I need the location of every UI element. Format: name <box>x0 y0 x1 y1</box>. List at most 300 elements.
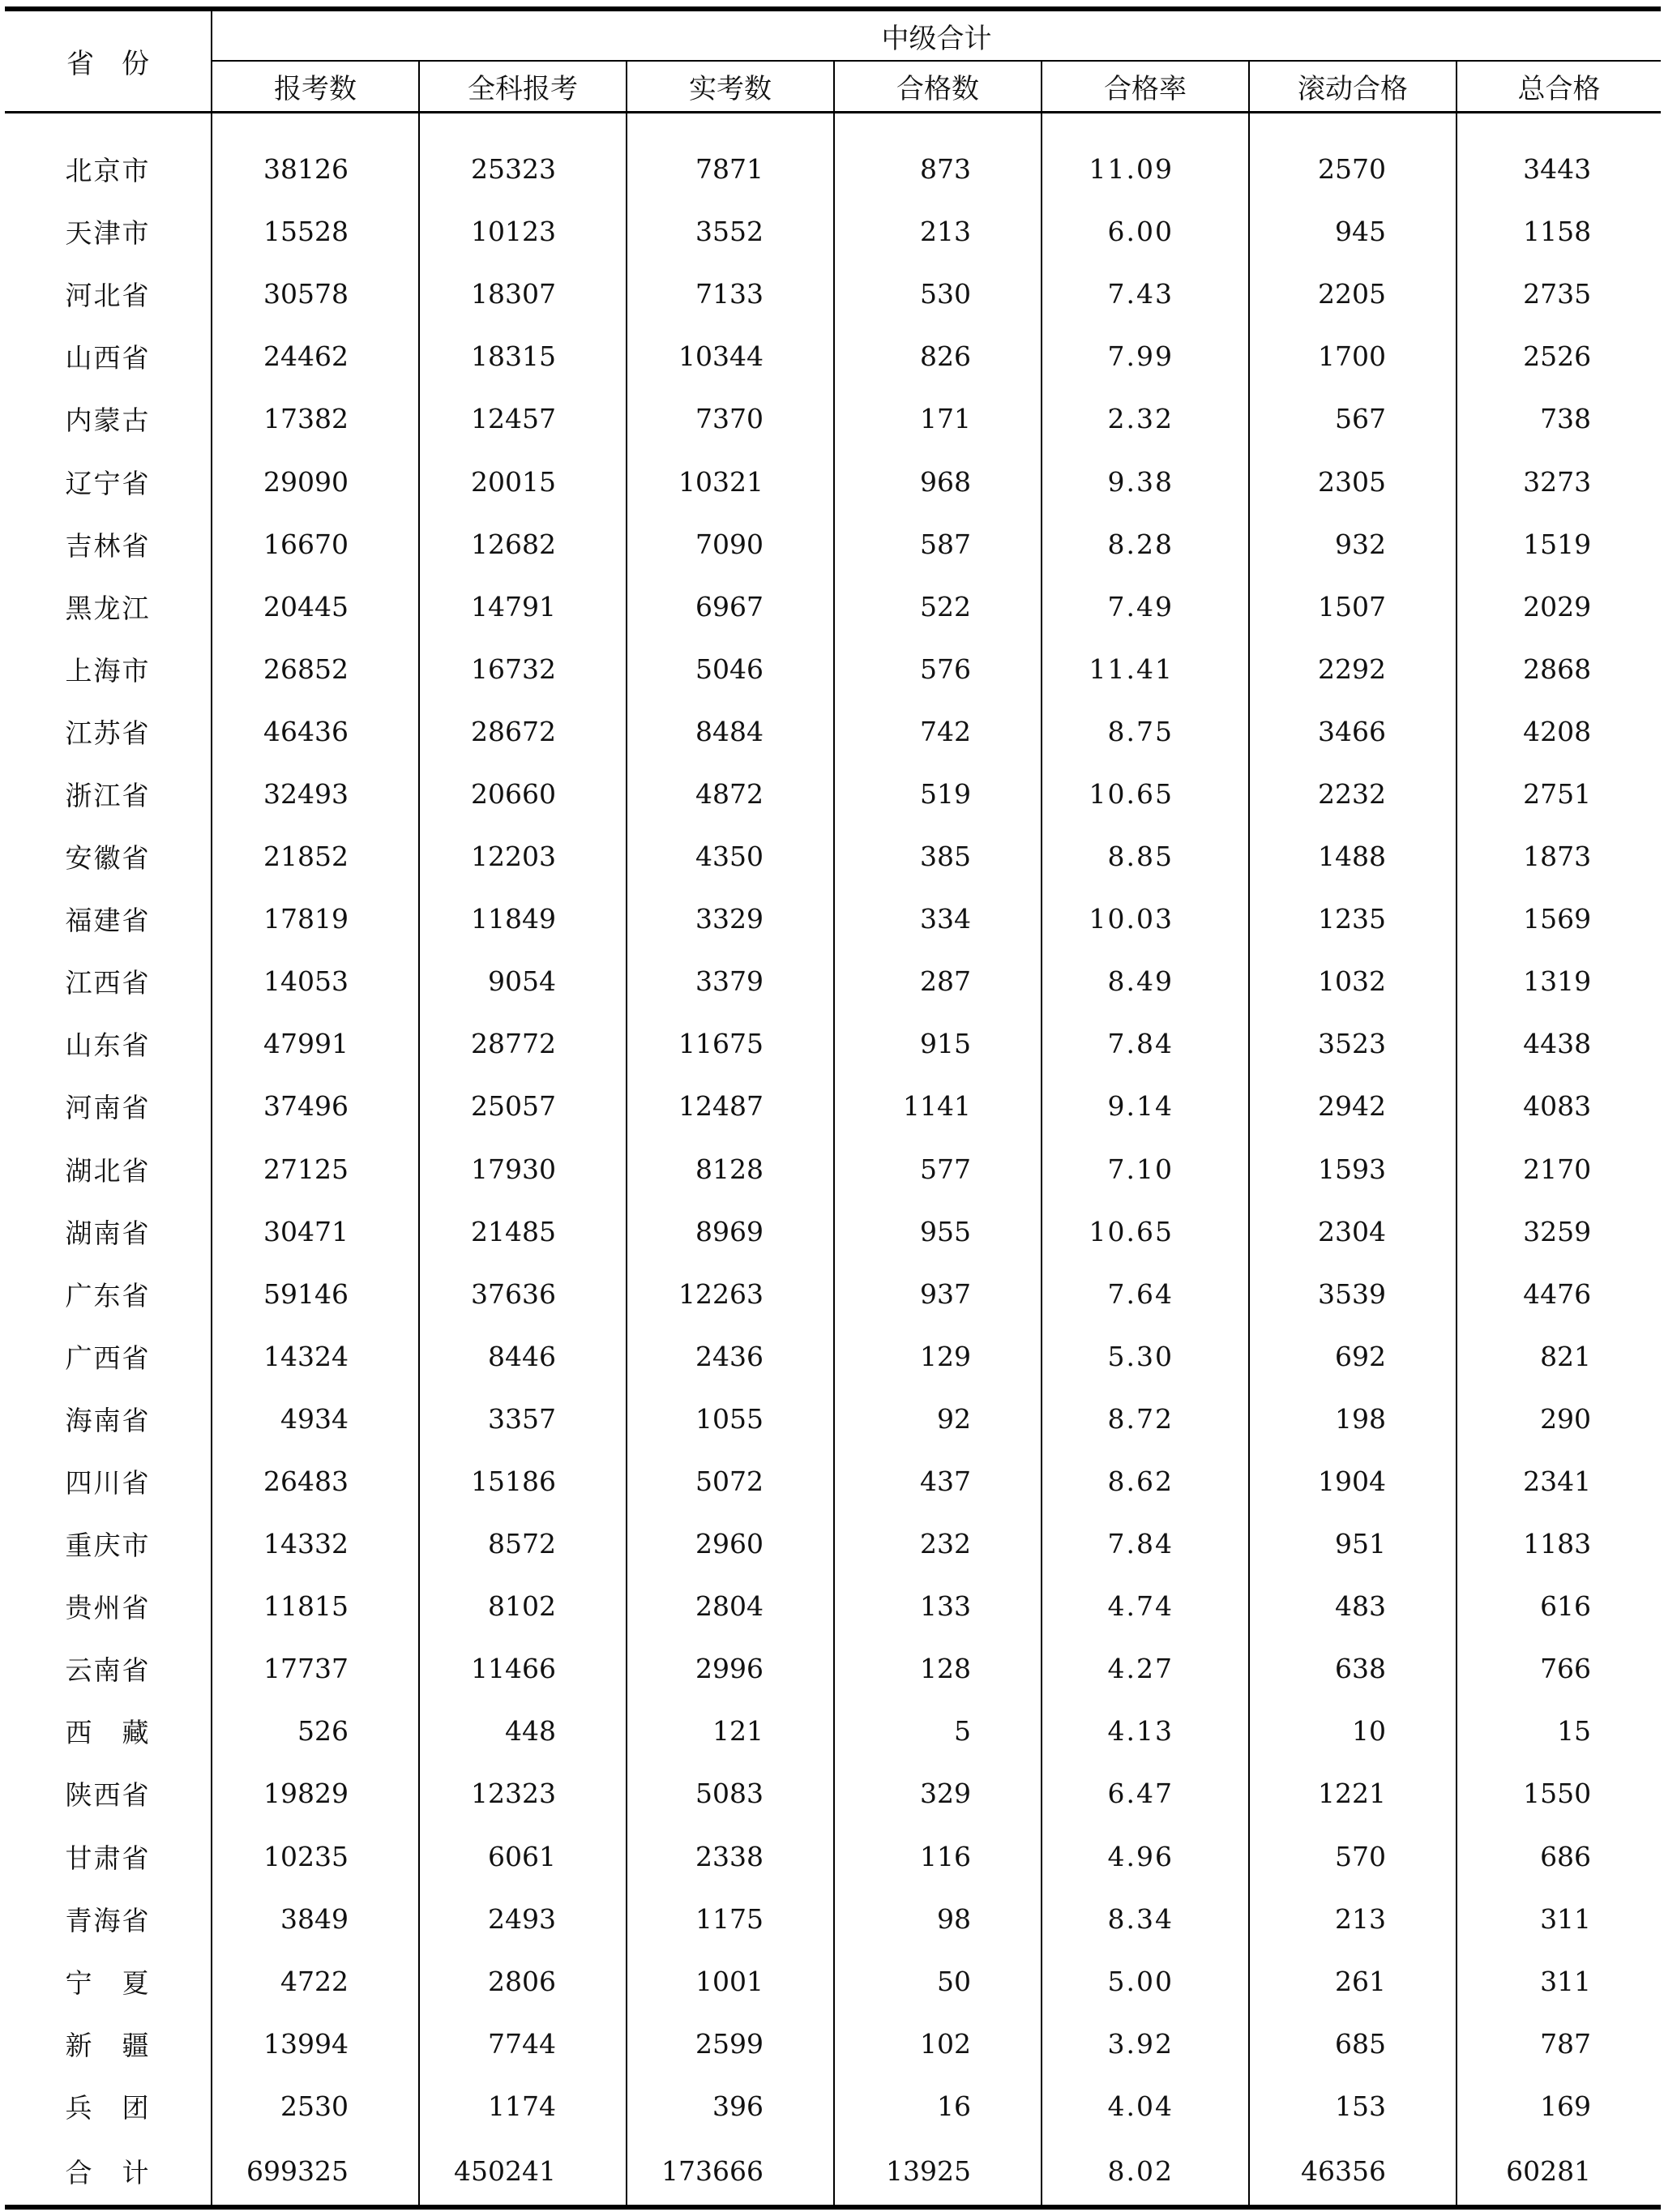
number-cell: 11466 <box>419 1637 627 1700</box>
table-row <box>5 1012 1661 1075</box>
number-cell: 1319 <box>1457 950 1661 1012</box>
number-cell: 686 <box>1457 1825 1661 1888</box>
number-cell: 4438 <box>1457 1012 1661 1075</box>
spacer-row <box>5 112 1661 138</box>
rate-cell: 9.38 <box>1042 450 1249 512</box>
number-cell: 742 <box>834 700 1042 763</box>
number-cell: 4934 <box>212 1388 419 1450</box>
number-cell: 32493 <box>212 763 419 825</box>
number-cell: 8484 <box>627 700 834 763</box>
table-row <box>5 387 1661 450</box>
province-cell: 湖南省 <box>65 1217 151 1249</box>
table-row <box>5 1325 1661 1388</box>
province-cell: 天津市 <box>65 217 151 250</box>
number-cell: 18315 <box>419 325 627 387</box>
number-cell: 4083 <box>1457 1075 1661 1137</box>
table-row <box>5 1138 1661 1200</box>
table-row <box>5 1075 1661 1137</box>
table-row <box>5 1450 1661 1512</box>
number-cell: 12682 <box>419 513 627 575</box>
number-cell: 945 <box>1249 200 1457 263</box>
number-cell: 116 <box>834 1825 1042 1888</box>
province-cell: 河北省 <box>65 280 151 312</box>
number-cell: 7370 <box>627 387 834 450</box>
rate-cell: 4.74 <box>1042 1575 1249 1637</box>
number-cell: 37636 <box>419 1263 627 1325</box>
number-cell: 2804 <box>627 1575 834 1637</box>
number-cell: 576 <box>834 638 1042 700</box>
number-cell: 129 <box>834 1325 1042 1388</box>
number-cell: 2599 <box>627 2013 834 2075</box>
number-cell: 587 <box>834 513 1042 575</box>
rate-cell: 11.41 <box>1042 638 1249 700</box>
rate-cell: 7.49 <box>1042 575 1249 638</box>
number-cell: 11675 <box>627 1012 834 1075</box>
number-cell: 19829 <box>212 1762 419 1825</box>
number-cell: 12263 <box>627 1263 834 1325</box>
number-cell: 3849 <box>212 1888 419 1950</box>
table-row <box>5 2075 1661 2137</box>
column-header: 实考数 <box>627 61 834 112</box>
number-cell: 1174 <box>419 2075 627 2137</box>
number-cell: 92 <box>834 1388 1042 1450</box>
number-cell: 334 <box>834 888 1042 950</box>
number-cell: 213 <box>1249 1888 1457 1950</box>
rate-cell: 11.09 <box>1042 138 1249 200</box>
table-row <box>5 638 1661 700</box>
number-cell: 10235 <box>212 1825 419 1888</box>
number-cell: 2341 <box>1457 1450 1661 1512</box>
number-cell: 968 <box>834 450 1042 512</box>
number-cell: 10344 <box>627 325 834 387</box>
number-cell: 821 <box>1457 1325 1661 1388</box>
number-cell: 4872 <box>627 763 834 825</box>
number-cell: 28672 <box>419 700 627 763</box>
number-cell: 4722 <box>212 1950 419 2013</box>
number-cell: 311 <box>1457 1950 1661 2013</box>
number-cell: 18307 <box>419 263 627 325</box>
number-cell: 6061 <box>419 1825 627 1888</box>
number-cell: 14332 <box>212 1512 419 1575</box>
number-cell: 3329 <box>627 888 834 950</box>
number-cell: 173666 <box>627 2137 834 2207</box>
table-row <box>5 825 1661 888</box>
table-row <box>5 1200 1661 1263</box>
number-cell: 385 <box>834 825 1042 888</box>
number-cell: 5072 <box>627 1450 834 1512</box>
number-cell: 915 <box>834 1012 1042 1075</box>
number-cell: 46436 <box>212 700 419 763</box>
number-cell: 261 <box>1249 1950 1457 2013</box>
number-cell: 4476 <box>1457 1263 1661 1325</box>
number-cell: 787 <box>1457 2013 1661 2075</box>
number-cell: 5 <box>834 1700 1042 1762</box>
number-cell: 15528 <box>212 200 419 263</box>
rate-cell: 2.32 <box>1042 387 1249 450</box>
province-cell: 宁 夏 <box>65 1966 151 1999</box>
number-cell: 692 <box>1249 1325 1457 1388</box>
number-cell: 873 <box>834 138 1042 200</box>
table-row <box>5 450 1661 512</box>
rate-cell: 8.49 <box>1042 950 1249 1012</box>
number-cell: 2960 <box>627 1512 834 1575</box>
number-cell: 1032 <box>1249 950 1457 1012</box>
province-cell: 重庆市 <box>65 1530 151 1562</box>
rate-cell: 4.96 <box>1042 1825 1249 1888</box>
table-row <box>5 1700 1661 1762</box>
number-cell: 8572 <box>419 1512 627 1575</box>
rate-cell: 8.34 <box>1042 1888 1249 1950</box>
number-cell: 24462 <box>212 325 419 387</box>
number-cell: 12323 <box>419 1762 627 1825</box>
table-row <box>5 1388 1661 1450</box>
column-header: 报考数 <box>212 61 419 112</box>
number-cell: 8446 <box>419 1325 627 1388</box>
number-cell: 1183 <box>1457 1512 1661 1575</box>
number-cell: 932 <box>1249 513 1457 575</box>
number-cell: 311 <box>1457 1888 1661 1950</box>
number-cell: 12457 <box>419 387 627 450</box>
province-cell: 福建省 <box>65 905 151 937</box>
number-cell: 26852 <box>212 638 419 700</box>
number-cell: 3273 <box>1457 450 1661 512</box>
number-cell: 169 <box>1457 2075 1661 2137</box>
table-row <box>5 763 1661 825</box>
number-cell: 8969 <box>627 1200 834 1263</box>
number-cell: 3443 <box>1457 138 1661 200</box>
number-cell: 133 <box>834 1575 1042 1637</box>
province-cell: 吉林省 <box>65 529 151 562</box>
group-header: 中级合计 <box>212 9 1661 61</box>
number-cell: 2751 <box>1457 763 1661 825</box>
number-cell: 13925 <box>834 2137 1042 2207</box>
number-cell: 1507 <box>1249 575 1457 638</box>
number-cell: 1550 <box>1457 1762 1661 1825</box>
number-cell: 4208 <box>1457 700 1661 763</box>
number-cell: 213 <box>834 200 1042 263</box>
rate-cell: 3.92 <box>1042 2013 1249 2075</box>
table-row <box>5 1950 1661 2013</box>
number-cell: 2570 <box>1249 138 1457 200</box>
rate-cell: 7.99 <box>1042 325 1249 387</box>
number-cell: 17930 <box>419 1138 627 1200</box>
number-cell: 522 <box>834 575 1042 638</box>
number-cell: 329 <box>834 1762 1042 1825</box>
rate-cell: 10.03 <box>1042 888 1249 950</box>
rate-cell: 9.14 <box>1042 1075 1249 1137</box>
number-cell: 1488 <box>1249 825 1457 888</box>
province-cell: 西 藏 <box>65 1717 151 1749</box>
table-header <box>5 9 1661 112</box>
number-cell: 12203 <box>419 825 627 888</box>
exam-statistics-table <box>5 6 1661 2210</box>
number-cell: 2232 <box>1249 763 1457 825</box>
province-cell: 河南省 <box>65 1092 151 1124</box>
number-cell: 28772 <box>419 1012 627 1075</box>
rate-cell: 5.30 <box>1042 1325 1249 1388</box>
number-cell: 102 <box>834 2013 1042 2075</box>
province-cell: 江苏省 <box>65 717 151 749</box>
number-cell: 7744 <box>419 2013 627 2075</box>
number-cell: 2493 <box>419 1888 627 1950</box>
number-cell: 685 <box>1249 2013 1457 2075</box>
number-cell: 17737 <box>212 1637 419 1700</box>
number-cell: 2868 <box>1457 638 1661 700</box>
province-cell: 湖北省 <box>65 1154 151 1187</box>
province-cell: 上海市 <box>65 654 151 687</box>
rate-cell: 10.65 <box>1042 763 1249 825</box>
number-cell: 198 <box>1249 1388 1457 1450</box>
rate-cell: 10.65 <box>1042 1200 1249 1263</box>
rate-cell: 6.47 <box>1042 1762 1249 1825</box>
province-cell: 四川省 <box>65 1467 151 1500</box>
table-row <box>5 1825 1661 1888</box>
province-cell: 陕西省 <box>65 1779 151 1812</box>
province-cell: 兵 团 <box>65 2091 151 2124</box>
number-cell: 50 <box>834 1950 1042 2013</box>
table-row <box>5 700 1661 763</box>
province-cell: 广西省 <box>65 1341 151 1374</box>
number-cell: 955 <box>834 1200 1042 1263</box>
province-cell: 山西省 <box>65 342 151 374</box>
number-cell: 8128 <box>627 1138 834 1200</box>
rate-cell: 8.85 <box>1042 825 1249 888</box>
number-cell: 937 <box>834 1263 1042 1325</box>
number-cell: 29090 <box>212 450 419 512</box>
province-cell: 北京市 <box>65 155 151 187</box>
rate-cell: 7.84 <box>1042 1012 1249 1075</box>
number-cell: 287 <box>834 950 1042 1012</box>
rate-cell: 7.43 <box>1042 263 1249 325</box>
number-cell: 638 <box>1249 1637 1457 1700</box>
province-cell: 云南省 <box>65 1654 151 1687</box>
number-cell: 2996 <box>627 1637 834 1700</box>
number-cell: 26483 <box>212 1450 419 1512</box>
number-cell: 3523 <box>1249 1012 1457 1075</box>
number-cell: 699325 <box>212 2137 419 2207</box>
number-cell: 1569 <box>1457 888 1661 950</box>
number-cell: 8102 <box>419 1575 627 1637</box>
number-cell: 37496 <box>212 1075 419 1137</box>
number-cell: 15186 <box>419 1450 627 1512</box>
number-cell: 59146 <box>212 1263 419 1325</box>
number-cell: 6967 <box>627 575 834 638</box>
number-cell: 2806 <box>419 1950 627 2013</box>
number-cell: 10321 <box>627 450 834 512</box>
number-cell: 128 <box>834 1637 1042 1700</box>
number-cell: 2338 <box>627 1825 834 1888</box>
column-header: 滚动合格 <box>1249 61 1457 112</box>
number-cell: 60281 <box>1457 2137 1661 2207</box>
number-cell: 2292 <box>1249 638 1457 700</box>
number-cell: 616 <box>1457 1575 1661 1637</box>
table-row <box>5 1575 1661 1637</box>
number-cell: 47991 <box>212 1012 419 1075</box>
number-cell: 2526 <box>1457 325 1661 387</box>
column-header: 合格率 <box>1042 61 1249 112</box>
table-row <box>5 1263 1661 1325</box>
number-cell: 1175 <box>627 1888 834 1950</box>
number-cell: 25323 <box>419 138 627 200</box>
number-cell: 5046 <box>627 638 834 700</box>
province-cell: 青海省 <box>65 1904 151 1936</box>
table-row <box>5 263 1661 325</box>
number-cell: 2530 <box>212 2075 419 2137</box>
number-cell: 1873 <box>1457 825 1661 888</box>
number-cell: 1904 <box>1249 1450 1457 1512</box>
rate-cell: 8.62 <box>1042 1450 1249 1512</box>
number-cell: 232 <box>834 1512 1042 1575</box>
number-cell: 2029 <box>1457 575 1661 638</box>
column-header: 总合格 <box>1457 61 1661 112</box>
number-cell: 3539 <box>1249 1263 1457 1325</box>
number-cell: 16 <box>834 2075 1042 2137</box>
number-cell: 2305 <box>1249 450 1457 512</box>
number-cell: 2170 <box>1457 1138 1661 1200</box>
table-row <box>5 888 1661 950</box>
province-cell: 新 疆 <box>65 2029 151 2061</box>
province-cell: 安徽省 <box>65 842 151 875</box>
column-header: 全科报考 <box>419 61 627 112</box>
number-cell: 826 <box>834 325 1042 387</box>
province-cell: 浙江省 <box>65 779 151 811</box>
number-cell: 2436 <box>627 1325 834 1388</box>
table-row <box>5 1637 1661 1700</box>
number-cell: 450241 <box>419 2137 627 2207</box>
rate-cell: 8.75 <box>1042 700 1249 763</box>
number-cell: 2735 <box>1457 263 1661 325</box>
number-cell: 1221 <box>1249 1762 1457 1825</box>
table-row <box>5 1762 1661 1825</box>
number-cell: 1141 <box>834 1075 1042 1137</box>
province-cell: 贵州省 <box>65 1592 151 1624</box>
table-row <box>5 200 1661 263</box>
number-cell: 21485 <box>419 1200 627 1263</box>
column-header: 合格数 <box>834 61 1042 112</box>
number-cell: 10 <box>1249 1700 1457 1762</box>
total-row <box>5 2137 1661 2207</box>
number-cell: 1001 <box>627 1950 834 2013</box>
number-cell: 396 <box>627 2075 834 2137</box>
number-cell: 3379 <box>627 950 834 1012</box>
province-cell: 黑龙江 <box>65 592 151 624</box>
table-row <box>5 950 1661 1012</box>
number-cell: 951 <box>1249 1512 1457 1575</box>
number-cell: 30578 <box>212 263 419 325</box>
number-cell: 17819 <box>212 888 419 950</box>
number-cell: 9054 <box>419 950 627 1012</box>
province-cell: 江西省 <box>65 967 151 999</box>
table-row <box>5 325 1661 387</box>
number-cell: 1519 <box>1457 513 1661 575</box>
total-label: 合 计 <box>65 2157 151 2188</box>
number-cell: 11849 <box>419 888 627 950</box>
rate-cell: 4.04 <box>1042 2075 1249 2137</box>
number-cell: 20445 <box>212 575 419 638</box>
number-cell: 14324 <box>212 1325 419 1388</box>
number-cell: 2304 <box>1249 1200 1457 1263</box>
number-cell: 7090 <box>627 513 834 575</box>
number-cell: 1700 <box>1249 325 1457 387</box>
number-cell: 5083 <box>627 1762 834 1825</box>
number-cell: 30471 <box>212 1200 419 1263</box>
number-cell: 1055 <box>627 1388 834 1450</box>
province-cell: 广东省 <box>65 1279 151 1311</box>
number-cell: 46356 <box>1249 2137 1457 2207</box>
number-cell: 14791 <box>419 575 627 638</box>
number-cell: 7871 <box>627 138 834 200</box>
number-cell: 2205 <box>1249 263 1457 325</box>
rate-cell: 7.84 <box>1042 1512 1249 1575</box>
number-cell: 27125 <box>212 1138 419 1200</box>
number-cell: 530 <box>834 263 1042 325</box>
number-cell: 570 <box>1249 1825 1457 1888</box>
rate-cell: 7.64 <box>1042 1263 1249 1325</box>
number-cell: 38126 <box>212 138 419 200</box>
number-cell: 567 <box>1249 387 1457 450</box>
number-cell: 1593 <box>1249 1138 1457 1200</box>
number-cell: 738 <box>1457 387 1661 450</box>
number-cell: 290 <box>1457 1388 1661 1450</box>
table-row <box>5 575 1661 638</box>
province-cell: 甘肃省 <box>65 1842 151 1874</box>
rate-cell: 5.00 <box>1042 1950 1249 2013</box>
number-cell: 13994 <box>212 2013 419 2075</box>
number-cell: 15 <box>1457 1700 1661 1762</box>
number-cell: 7133 <box>627 263 834 325</box>
number-cell: 437 <box>834 1450 1042 1512</box>
number-cell: 3552 <box>627 200 834 263</box>
table-row <box>5 2013 1661 2075</box>
number-cell: 14053 <box>212 950 419 1012</box>
number-cell: 1235 <box>1249 888 1457 950</box>
table-body <box>5 112 1661 2207</box>
province-cell: 山东省 <box>65 1029 151 1062</box>
province-cell: 海南省 <box>65 1404 151 1436</box>
number-cell: 12487 <box>627 1075 834 1137</box>
number-cell: 448 <box>419 1700 627 1762</box>
number-cell: 766 <box>1457 1637 1661 1700</box>
table-row <box>5 138 1661 200</box>
table-row <box>5 1888 1661 1950</box>
rate-cell: 8.28 <box>1042 513 1249 575</box>
number-cell: 483 <box>1249 1575 1457 1637</box>
number-cell: 3259 <box>1457 1200 1661 1263</box>
number-cell: 153 <box>1249 2075 1457 2137</box>
number-cell: 17382 <box>212 387 419 450</box>
number-cell: 20015 <box>419 450 627 512</box>
number-cell: 171 <box>834 387 1042 450</box>
province-column-header: 省 份 <box>5 9 212 112</box>
rate-cell: 6.00 <box>1042 200 1249 263</box>
number-cell: 519 <box>834 763 1042 825</box>
number-cell: 3466 <box>1249 700 1457 763</box>
number-cell: 16670 <box>212 513 419 575</box>
number-cell: 121 <box>627 1700 834 1762</box>
rate-cell: 8.72 <box>1042 1388 1249 1450</box>
number-cell: 98 <box>834 1888 1042 1950</box>
number-cell: 10123 <box>419 200 627 263</box>
rate-cell: 4.13 <box>1042 1700 1249 1762</box>
number-cell: 577 <box>834 1138 1042 1200</box>
number-cell: 1158 <box>1457 200 1661 263</box>
number-cell: 21852 <box>212 825 419 888</box>
number-cell: 526 <box>212 1700 419 1762</box>
rate-cell: 7.10 <box>1042 1138 1249 1200</box>
number-cell: 11815 <box>212 1575 419 1637</box>
table-row <box>5 513 1661 575</box>
rate-cell: 8.02 <box>1042 2137 1249 2207</box>
